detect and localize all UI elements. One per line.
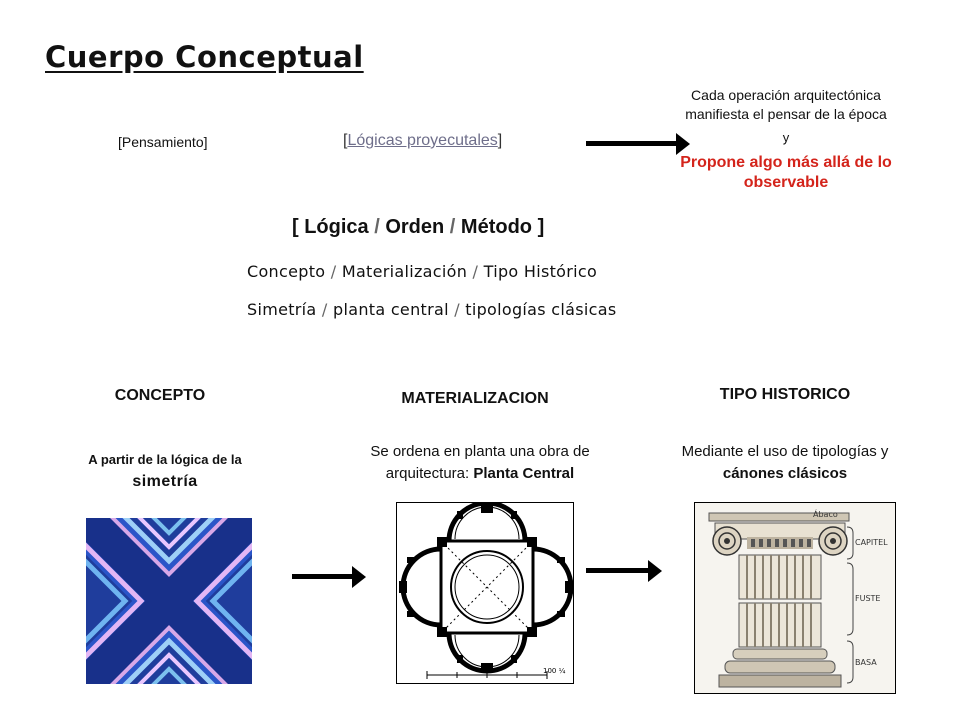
separator: /	[467, 262, 484, 281]
materializacion-desc-text: Se ordena en planta una obra de arquitectura:	[370, 443, 590, 482]
concepto-description	[45, 449, 285, 493]
tipo-historico-word: Tipo Histórico	[483, 262, 598, 281]
logicas-label	[343, 132, 502, 150]
tipo-desc-bold: cánones clásicos	[722, 465, 848, 482]
materializacion-description	[335, 441, 625, 485]
bracket-close: ]	[532, 216, 545, 238]
concepto-word: Concepto	[247, 262, 326, 281]
word-orden: Orden	[385, 216, 445, 238]
simetria-word: Simetría	[247, 300, 317, 319]
materializacion-heading: MATERIALIZACION	[401, 390, 549, 407]
materializacion-desc-bold: Planta Central	[473, 465, 575, 482]
separator: /	[316, 300, 334, 319]
label-basa: BASA	[855, 658, 877, 667]
conjunction-text: y	[782, 130, 790, 145]
arrow-right-icon	[292, 566, 366, 588]
label-fuste: FUSTE	[855, 594, 881, 603]
scale-label: 100 ¼	[543, 667, 566, 675]
planta-central-word: planta central	[333, 300, 449, 319]
materializacion-word: Materialización	[341, 262, 468, 281]
logicas-link[interactable]: Lógicas proyecutales	[347, 132, 498, 149]
pensamiento-label: [Pensamiento]	[118, 134, 208, 150]
page-title: Cuerpo Conceptual	[45, 40, 364, 74]
tipo-desc-text: Mediante el uso de tipologías y	[681, 443, 889, 460]
arrow-right-icon	[586, 560, 662, 582]
tipo-historico-heading: TIPO HISTORICO	[719, 386, 851, 403]
tipologias-word: tipologías clásicas	[465, 300, 617, 319]
word-metodo: Método	[460, 216, 533, 238]
word-logica: Lógica	[304, 216, 369, 238]
separator: /	[448, 300, 466, 319]
concepto-desc-line: A partir de la lógica de la	[88, 452, 242, 467]
separator: /	[444, 216, 461, 238]
operation-text: Cada operación arquitectónica manifiesta el pensar de la época	[685, 87, 887, 122]
concepto-desc-big: simetría	[132, 473, 198, 490]
concepto-heading: CONCEPTO	[114, 387, 206, 404]
label-abaco: Ábaco	[813, 510, 838, 519]
tipo-description	[655, 441, 915, 485]
logicas-bracket-close: ]	[497, 132, 503, 149]
right-annotation	[670, 86, 902, 193]
separator: /	[325, 262, 342, 281]
concepto-line	[247, 262, 597, 281]
label-capitel: CAPITEL	[855, 538, 888, 547]
symmetry-x-image	[86, 518, 252, 684]
central-plan-image	[396, 502, 574, 684]
logicas-bracket-open: [	[343, 132, 348, 149]
bracket-open: [	[292, 216, 305, 238]
ionic-column-image	[694, 502, 896, 694]
simetria-line	[247, 300, 616, 319]
highlight-text: Propone algo más allá de lo observable	[680, 154, 892, 191]
separator: /	[368, 216, 386, 238]
logica-orden-metodo	[292, 216, 544, 239]
